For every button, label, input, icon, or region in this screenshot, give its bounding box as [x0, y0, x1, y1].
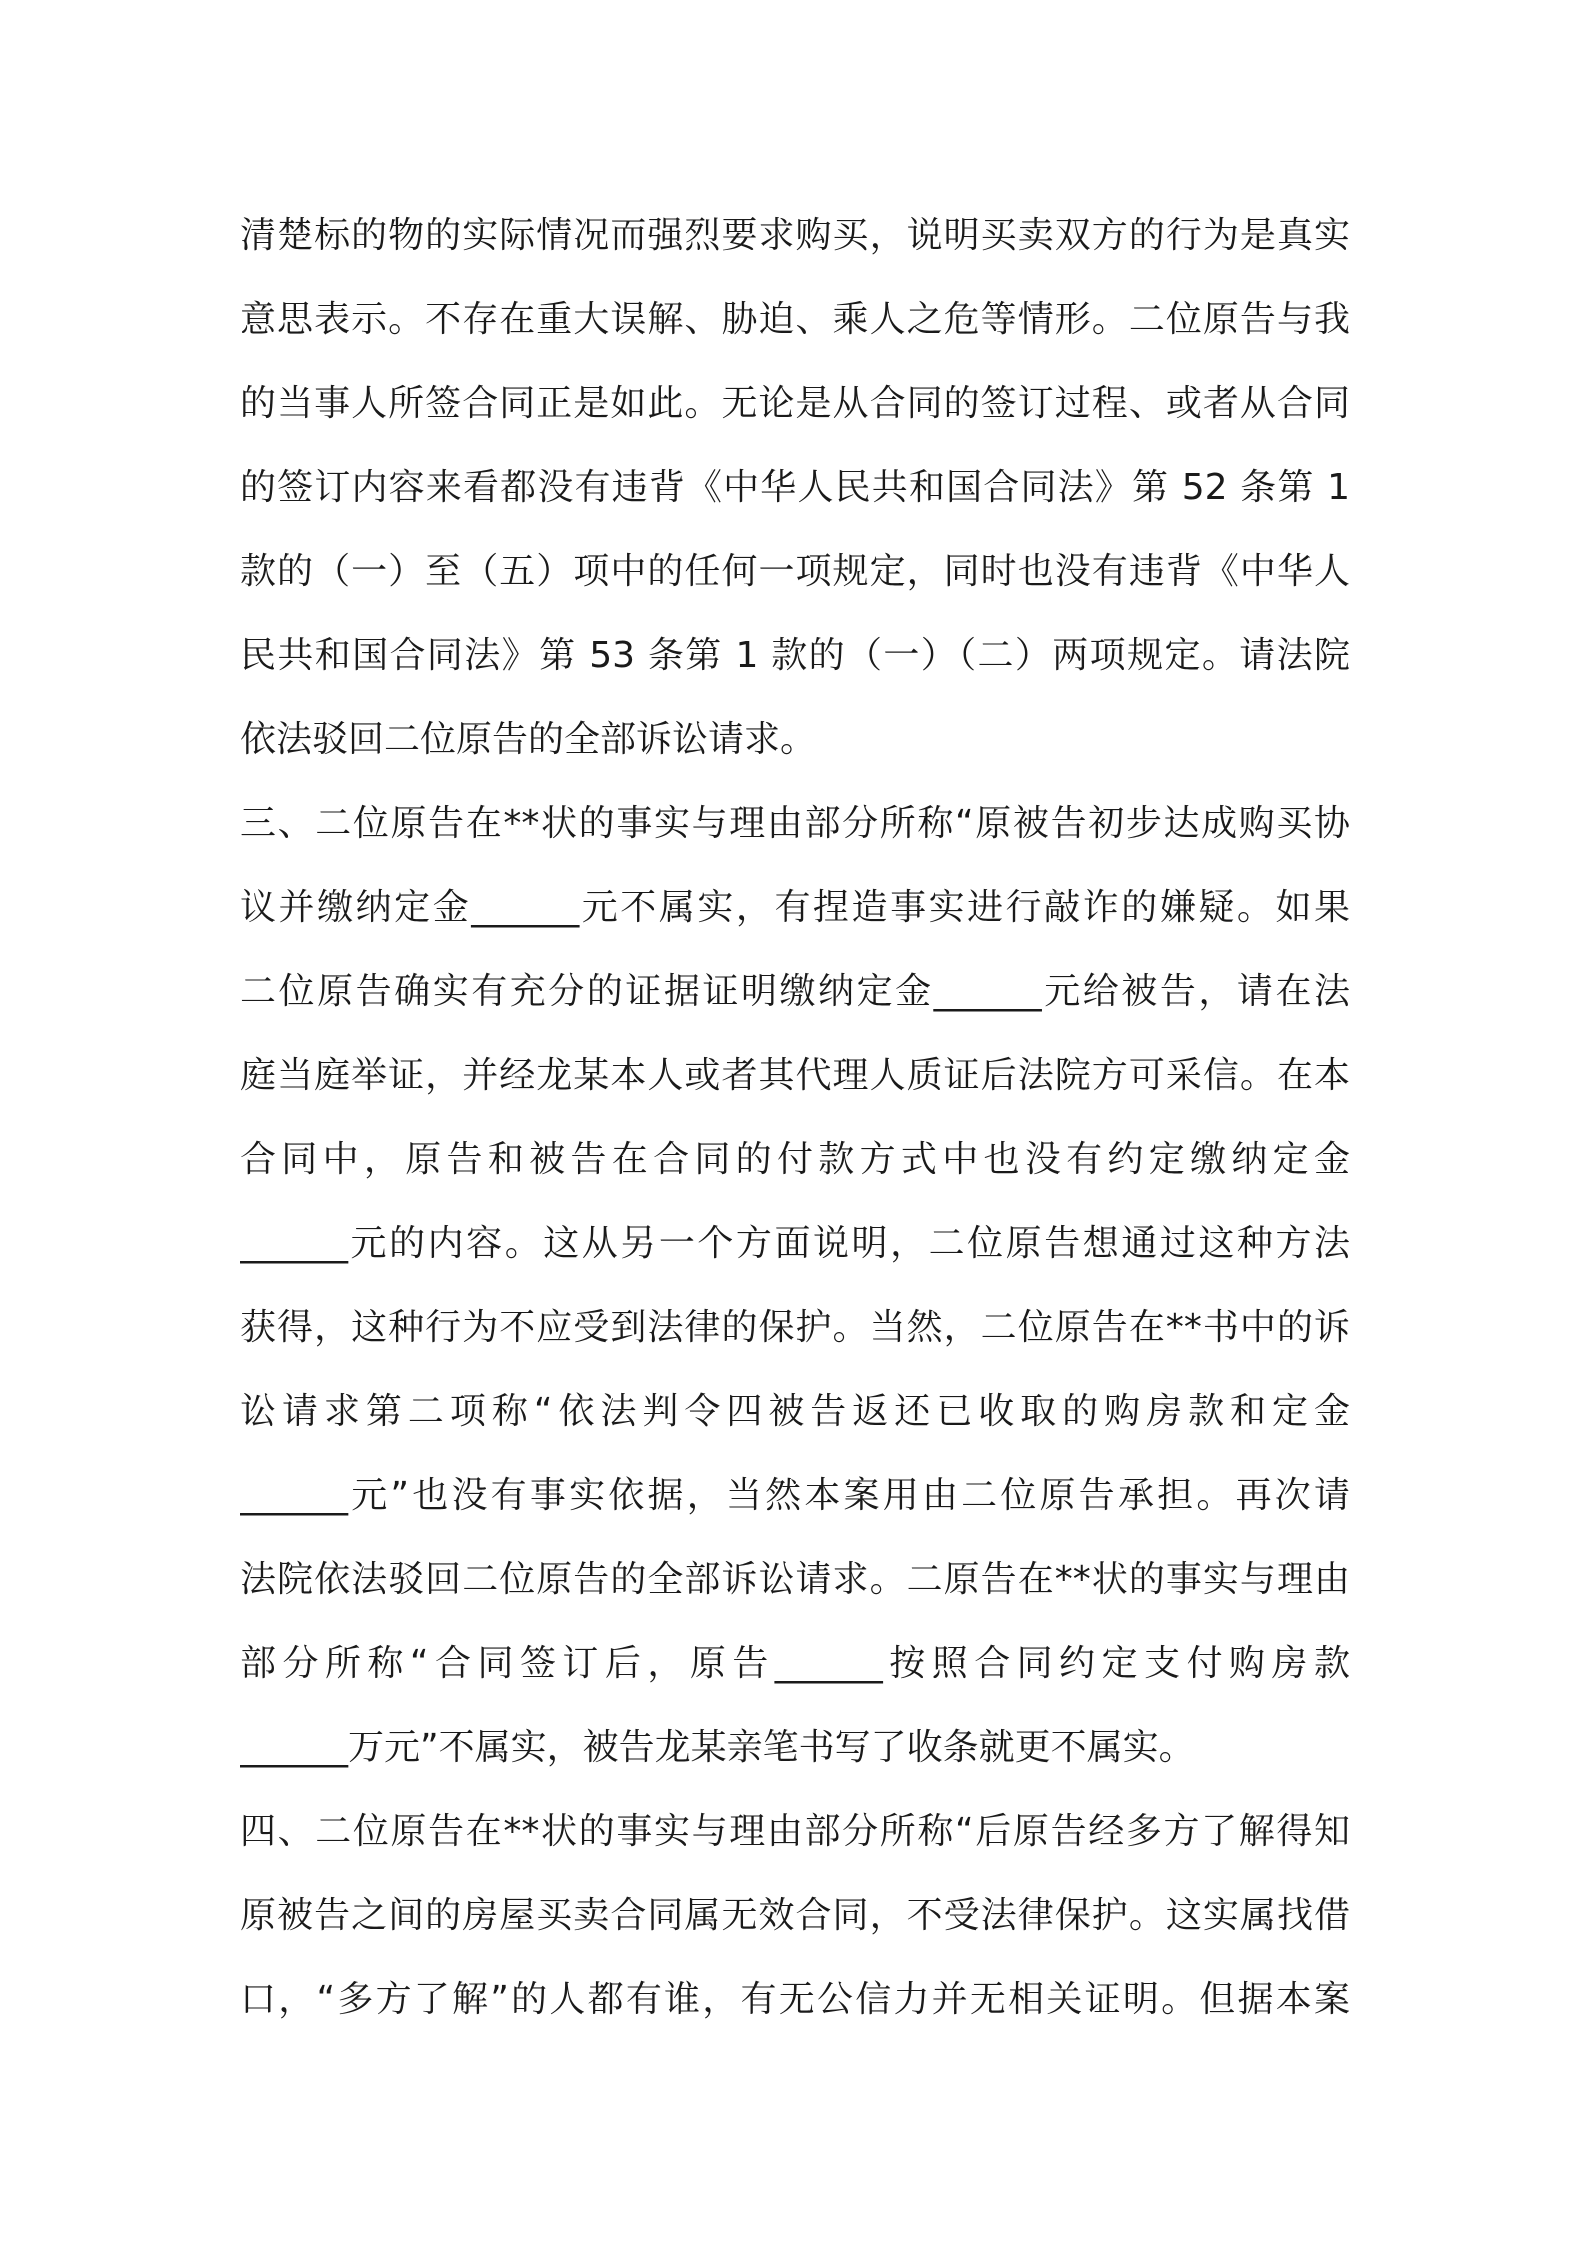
text-line: 庭当庭举证，并经龙某本人或者其代理人质证后法院方可采信。在本	[240, 1055, 1350, 1096]
text-line: 口，“多方了解”的人都有谁，有无公信力并无相关证明。但据本案	[240, 1979, 1350, 2020]
text-line: 议并缴纳定金______元不属实，有捏造事实进行敲诈的嫌疑。如果	[240, 887, 1350, 928]
text-line: 的当事人所签合同正是如此。无论是从合同的签订过程、或者从合同	[240, 383, 1350, 424]
text-line: 四、二位原告在**状的事实与理由部分所称“后原告经多方了解得知	[240, 1811, 1350, 1852]
text-line: 获得，这种行为不应受到法律的保护。当然，二位原告在**书中的诉	[240, 1307, 1350, 1348]
text-line: 合同中，原告和被告在合同的付款方式中也没有约定缴纳定金	[240, 1139, 1350, 1180]
text-line: 清楚标的物的实际情况而强烈要求购买，说明买卖双方的行为是真实	[240, 215, 1350, 256]
text-line: ______元”也没有事实依据，当然本案用由二位原告承担。再次请	[240, 1475, 1350, 1516]
text-line: ______元的内容。这从另一个方面说明，二位原告想通过这种方法	[240, 1223, 1350, 1264]
text-line: 民共和国合同法》第 53 条第 1 款的（一）（二）两项规定。请法院	[240, 635, 1350, 676]
text-line: 的签订内容来看都没有违背《中华人民共和国合同法》第 52 条第 1	[240, 467, 1350, 508]
text-line: 意思表示。不存在重大误解、胁迫、乘人之危等情形。二位原告与我	[240, 299, 1350, 340]
text-line: 依法驳回二位原告的全部诉讼请求。	[240, 719, 817, 760]
text-line: 法院依法驳回二位原告的全部诉讼请求。二原告在**状的事实与理由	[240, 1559, 1350, 1600]
text-line: 二位原告确实有充分的证据证明缴纳定金______元给被告，请在法	[240, 971, 1350, 1012]
text-line: 款的（一）至（五）项中的任何一项规定，同时也没有违背《中华人	[240, 551, 1350, 592]
text-line: 部分所称“合同签订后，原告______按照合同约定支付购房款	[240, 1643, 1350, 1684]
body-text	[240, 194, 1350, 2042]
text-line: 原被告之间的房屋买卖合同属无效合同，不受法律保护。这实属找借	[240, 1895, 1350, 1936]
text-line: 讼请求第二项称“依法判令四被告返还已收取的购房款和定金	[240, 1391, 1350, 1432]
text-line: ______万元”不属实，被告龙某亲笔书写了收条就更不属实。	[240, 1727, 1195, 1768]
text-line: 三、二位原告在**状的事实与理由部分所称“原被告初步达成购买协	[240, 803, 1350, 844]
